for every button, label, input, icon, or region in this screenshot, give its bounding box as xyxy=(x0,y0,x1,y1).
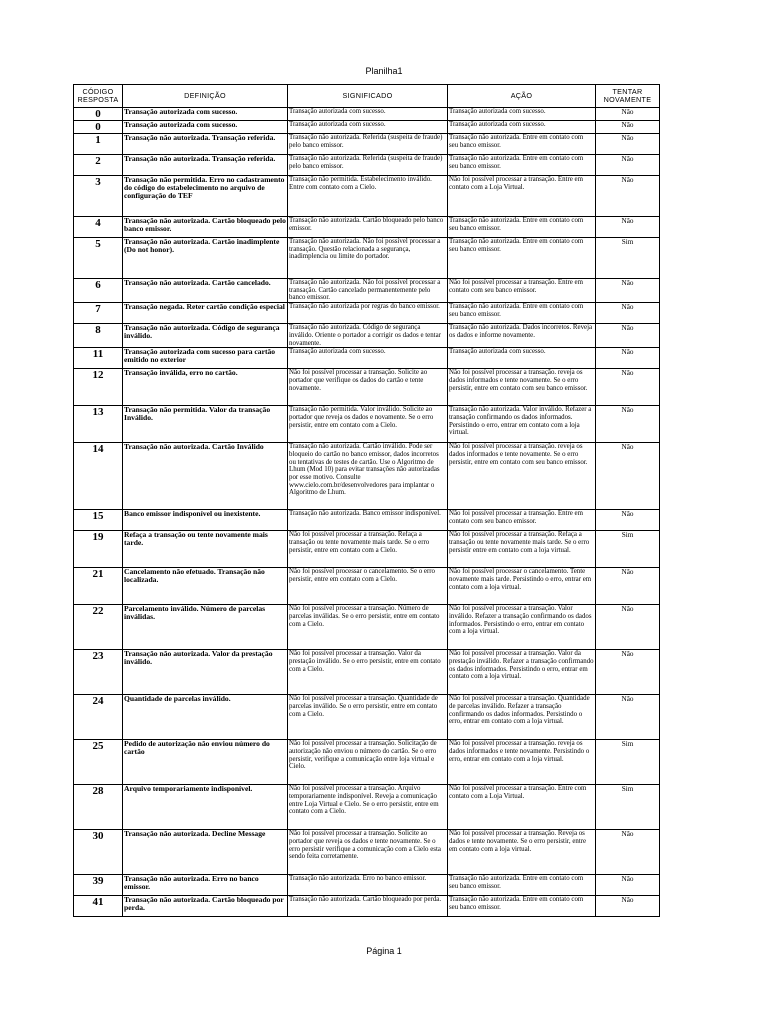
cell-action: Não foi possível processar a transação. Entre com contato com a Loja Virtual. xyxy=(448,785,596,830)
table-row xyxy=(74,510,660,531)
table-body xyxy=(74,108,660,917)
cell-meaning: Não foi possível processar a transação. Valor da prestação inválido. Se o erro persistir, entre em contato com a Cielo. xyxy=(288,650,448,695)
table-row xyxy=(74,443,660,510)
cell-retry: Não xyxy=(596,134,660,155)
cell-code: 2 xyxy=(74,155,123,176)
table-row xyxy=(74,238,660,279)
cell-definition: Transação não autorizada. Cartão cancelado. xyxy=(123,279,288,303)
cell-meaning: Transação não autorizada. Cartão bloqueado pelo banco emissor. xyxy=(288,217,448,238)
cell-definition: Quantidade de parcelas inválido. xyxy=(123,695,288,740)
cell-meaning: Transação não autorizada. Banco emissor indisponível. xyxy=(288,510,448,531)
table-row xyxy=(74,568,660,605)
cell-definition: Transação autorizada com sucesso. xyxy=(123,121,288,134)
cell-code: 11 xyxy=(74,348,123,369)
table-row xyxy=(74,605,660,650)
cell-code: 24 xyxy=(74,695,123,740)
cell-code: 28 xyxy=(74,785,123,830)
cell-meaning: Não foi possível processar a transação. Refaça a transação ou tente novamente mais tarde. Se o erro persistir, entre em contato com a Cielo. xyxy=(288,531,448,568)
cell-code: 8 xyxy=(74,324,123,348)
cell-meaning: Não foi possível processar a transação. Número de parcelas inválidas. Se o erro persistir, entre em contato com a Cielo. xyxy=(288,605,448,650)
cell-definition: Cancelamento não efetuado. Transação não localizada. xyxy=(123,568,288,605)
cell-meaning: Transação não permitida. Valor inválido. Solicite ao portador que reveja os dados e novamente. Se o erro persistir, entre em contato com a Cielo. xyxy=(288,406,448,443)
cell-meaning: Transação não autorizada. Código de segurança inválido. Oriente o portador a corrigir os dados e tentar novamente. xyxy=(288,324,448,348)
header-meaning: SIGNIFICADO xyxy=(288,85,448,108)
cell-meaning: Transação autorizada com sucesso. xyxy=(288,348,448,369)
cell-meaning: Transação não autorizada. Não foi possível processar a transação. Questão relacionada a segurança, inadimplencia ou limite do portador. xyxy=(288,238,448,279)
cell-definition: Transação não autorizada. Cartão bloqueado pelo banco emissor. xyxy=(123,217,288,238)
cell-retry: Sim xyxy=(596,785,660,830)
cell-action: Não foi possível processar a transação. Refaça a transação ou tente novamente mais tarde. Se o erro persistir entre em contato com a loja virtual. xyxy=(448,531,596,568)
cell-definition: Transação não autorizada. Transação referida. xyxy=(123,155,288,176)
cell-retry: Não xyxy=(596,875,660,896)
cell-meaning: Transação autorizada com sucesso. xyxy=(288,121,448,134)
cell-code: 0 xyxy=(74,108,123,121)
cell-meaning: Transação autorizada com sucesso. xyxy=(288,108,448,121)
cell-code: 23 xyxy=(74,650,123,695)
cell-definition: Parcelamento inválido. Número de parcelas inválidas. xyxy=(123,605,288,650)
cell-definition: Transação não autorizada. Erro no banco emissor. xyxy=(123,875,288,896)
cell-action: Transação não autorizada. Entre em contato com seu banco emissor. xyxy=(448,303,596,324)
table-row xyxy=(74,108,660,121)
cell-action: Não foi possível processar a transação. Reveja os dados e tente novamente. Se o erro persistir, entre em contato com a loja virtual. xyxy=(448,830,596,875)
cell-retry: Não xyxy=(596,650,660,695)
cell-code: 0 xyxy=(74,121,123,134)
cell-code: 3 xyxy=(74,176,123,217)
table-row xyxy=(74,650,660,695)
table-row xyxy=(74,134,660,155)
cell-code: 21 xyxy=(74,568,123,605)
cell-action: Não foi possível processar a transação. reveja os dados informados e tente novamente. Se o erro persistir, entre em contato com seu banco emissor. xyxy=(448,443,596,510)
header-definition: DEFINIÇÃO xyxy=(123,85,288,108)
cell-retry: Não xyxy=(596,406,660,443)
cell-meaning: Transação não permitida. Estabelecimento inválido. Entre com contato com a Cielo. xyxy=(288,176,448,217)
cell-action: Não foi possível processar a transação. reveja os dados informados e tente novamente. Persistindo o erro, entrar em contato com a loja virtual. xyxy=(448,740,596,785)
cell-definition: Transação autorizada com sucesso. xyxy=(123,108,288,121)
cell-definition: Transação não autorizada. Transação referida. xyxy=(123,134,288,155)
cell-retry: Não xyxy=(596,568,660,605)
cell-retry: Não xyxy=(596,155,660,176)
cell-code: 12 xyxy=(74,369,123,406)
table-row xyxy=(74,406,660,443)
cell-meaning: Transação não autorizada por regras do banco emissor. xyxy=(288,303,448,324)
cell-code: 14 xyxy=(74,443,123,510)
table-row xyxy=(74,303,660,324)
cell-action: Transação não autorizada. Valor inválido. Refazer a transação confirmando os dados informados. Persistindo o erro, entrar em contato com a loja virtual. xyxy=(448,406,596,443)
cell-definition: Transação não permitida. Erro no cadastramento do código do estabelecimento no arquivo de configuração do TEF xyxy=(123,176,288,217)
cell-meaning: Não foi possível processar a transação. Solicite ao portador que reveja os dados e tente novamente. Se o erro persistir verifique a comunicação com a Cielo esta sendo feita corretamente. xyxy=(288,830,448,875)
cell-definition: Transação não autorizada. Valor da prestação inválido. xyxy=(123,650,288,695)
cell-code: 13 xyxy=(74,406,123,443)
table-row xyxy=(74,785,660,830)
cell-action: Transação não autorizada. Entre em contato com seu banco emissor. xyxy=(448,217,596,238)
table-row xyxy=(74,121,660,134)
cell-retry: Não xyxy=(596,348,660,369)
cell-action: Transação não autorizada. Entre em contato com seu banco emissor. xyxy=(448,155,596,176)
cell-code: 22 xyxy=(74,605,123,650)
cell-code: 19 xyxy=(74,531,123,568)
cell-meaning: Transação não autorizada. Erro no banco emissor. xyxy=(288,875,448,896)
cell-definition: Arquivo temporariamente indisponível. xyxy=(123,785,288,830)
cell-action: Não foi possível processar a transação. reveja os dados informados e tente novamente. Se o erro persistir, entre em contato com seu banco emissor. xyxy=(448,369,596,406)
cell-action: Transação autorizada com sucesso. xyxy=(448,121,596,134)
cell-meaning: Não foi possível processar a transação. Solicite ao portador que verifique os dados do cartão e tente novamente. xyxy=(288,369,448,406)
cell-retry: Não xyxy=(596,217,660,238)
cell-action: Não foi possível processar a transação. Entre em contato com seu banco emissor. xyxy=(448,279,596,303)
cell-meaning: Transação não autorizada. Cartão inválido. Pode ser bloqueio do cartão no banco emissor, dados incorretos ou tentativas de testes de cartão. Use o Algoritmo de Lhum (Mod 10) para evitar transações não autorizadas por esse motivo. Consulte www.cielo.com.br/desenvolvedores para implantar o Algoritmo de Lhum. xyxy=(288,443,448,510)
cell-action: Transação autorizada com sucesso. xyxy=(448,348,596,369)
cell-code: 39 xyxy=(74,875,123,896)
cell-meaning: Não foi possível processar o cancelamento. Se o erro persistir, entre em contato com a Cielo. xyxy=(288,568,448,605)
table-row xyxy=(74,740,660,785)
cell-action: Não foi possível processar a transação. Valor inválido. Refazer a transação confirmando os dados informados. Persistindo o erro, entrar em contato com a loja virtual. xyxy=(448,605,596,650)
cell-retry: Não xyxy=(596,510,660,531)
header-action: AÇÃO xyxy=(448,85,596,108)
cell-retry: Não xyxy=(596,108,660,121)
cell-action: Transação não autorizada. Entre em contato com seu banco emissor. xyxy=(448,238,596,279)
cell-action: Transação não autorizada. Dados incorretos. Reveja os dados e informe novamente. xyxy=(448,324,596,348)
cell-definition: Banco emissor indisponível ou inexistente. xyxy=(123,510,288,531)
sheet-title: Planilha1 xyxy=(365,66,403,76)
cell-definition: Transação não permitida. Valor da transação Inválido. xyxy=(123,406,288,443)
table-row xyxy=(74,324,660,348)
cell-meaning: Não foi possível processar a transação. Quantidade de parcelas inválido. Se o erro persistir, entre em contato com a Cielo. xyxy=(288,695,448,740)
header-retry: TENTAR NOVAMENTE xyxy=(596,85,660,108)
cell-code: 4 xyxy=(74,217,123,238)
cell-meaning: Transação não autorizada. Não foi possível processar a transação. Cartão cancelado permanentemente pelo banco emissor. xyxy=(288,279,448,303)
cell-retry: Não xyxy=(596,695,660,740)
cell-action: Transação autorizada com sucesso. xyxy=(448,108,596,121)
cell-code: 30 xyxy=(74,830,123,875)
cell-retry: Não xyxy=(596,830,660,875)
cell-action: Transação não autorizada. Entre em contato com seu banco emissor. xyxy=(448,896,596,917)
cell-retry: Sim xyxy=(596,740,660,785)
table-row xyxy=(74,531,660,568)
cell-meaning: Transação não autorizada. Referida (suspeita de fraude) pelo banco emissor. xyxy=(288,155,448,176)
cell-definition: Transação não autorizada. Código de segurança inválido. xyxy=(123,324,288,348)
table-row xyxy=(74,896,660,917)
cell-retry: Não xyxy=(596,176,660,217)
cell-code: 15 xyxy=(74,510,123,531)
table-row xyxy=(74,695,660,740)
table-row xyxy=(74,348,660,369)
cell-code: 6 xyxy=(74,279,123,303)
cell-action: Não foi possível processar a transação. Entre em contato com a Loja Virtual. xyxy=(448,176,596,217)
cell-definition: Transação não autorizada. Decline Message xyxy=(123,830,288,875)
cell-code: 1 xyxy=(74,134,123,155)
cell-definition: Transação não autorizada. Cartão bloqueado por perda. xyxy=(123,896,288,917)
cell-retry: Não xyxy=(596,324,660,348)
cell-meaning: Não foi possível processar a transação. Arquivo temporariamente indisponível. Reveja a comunicação entre Loja Virtual e Cielo. Se o erro persistir, entre em contato com a Cielo. xyxy=(288,785,448,830)
table-row xyxy=(74,830,660,875)
cell-action: Transação não autorizada. Entre em contato com seu banco emissor. xyxy=(448,875,596,896)
table-row xyxy=(74,217,660,238)
cell-code: 5 xyxy=(74,238,123,279)
cell-retry: Sim xyxy=(596,238,660,279)
cell-action: Transação não autorizada. Entre em contato com seu banco emissor. xyxy=(448,134,596,155)
cell-action: Não foi possível processar a transação. Quantidade de parcelas inválido. Refazer a transação confirmando os dados informados. Persistindo o erro, entrar em contato com a loja virtual. xyxy=(448,695,596,740)
table-row xyxy=(74,155,660,176)
cell-retry: Não xyxy=(596,303,660,324)
cell-retry: Não xyxy=(596,121,660,134)
cell-meaning: Não foi possível processar a transação. Solicitação de autorização não enviou o número do cartão. Se o erro persistir, verifique a comunicação entre loja virtual e Cielo. xyxy=(288,740,448,785)
cell-action: Não foi possível processar a transação. Entre em contato com seu banco emissor. xyxy=(448,510,596,531)
table-row xyxy=(74,875,660,896)
cell-meaning: Transação não autorizada. Referida (suspeita de fraude) pelo banco emissor. xyxy=(288,134,448,155)
cell-meaning: Transação não autorizada. Cartão bloqueado por perda. xyxy=(288,896,448,917)
cell-code: 25 xyxy=(74,740,123,785)
cell-definition: Transação inválida, erro no cartão. xyxy=(123,369,288,406)
cell-action: Não foi possível processar a transação. Valor da prestação inválido. Refazer a transação confirmando os dados informados. Persistindo o erro, entrar em contato com a loja virtual. xyxy=(448,650,596,695)
cell-definition: Refaça a transação ou tente novamente mais tarde. xyxy=(123,531,288,568)
table-row xyxy=(74,176,660,217)
cell-retry: Não xyxy=(596,896,660,917)
cell-retry: Não xyxy=(596,369,660,406)
table-header-row xyxy=(74,85,660,108)
cell-retry: Não xyxy=(596,605,660,650)
cell-retry: Sim xyxy=(596,531,660,568)
response-codes-table xyxy=(73,84,660,917)
table-row xyxy=(74,369,660,406)
cell-retry: Não xyxy=(596,443,660,510)
cell-definition: Transação não autorizada. Cartão Inválido xyxy=(123,443,288,510)
page-footer: Página 1 xyxy=(366,946,402,956)
header-code: CÓDIGO RESPOSTA xyxy=(74,85,123,108)
cell-definition: Pedido de autorização não enviou número do cartão xyxy=(123,740,288,785)
cell-code: 7 xyxy=(74,303,123,324)
cell-definition: Transação não autorizada. Cartão inadimplente (Do not honor). xyxy=(123,238,288,279)
cell-definition: Transação negada. Reter cartão condição especial xyxy=(123,303,288,324)
cell-action: Não foi possível processar o cancelamento. Tente novamente mais tarde. Persistindo o erro, entrar em contato com a loja virtual. xyxy=(448,568,596,605)
table-row xyxy=(74,279,660,303)
cell-definition: Transação autorizada com sucesso para cartão emitido no exterior xyxy=(123,348,288,369)
cell-retry: Não xyxy=(596,279,660,303)
cell-code: 41 xyxy=(74,896,123,917)
